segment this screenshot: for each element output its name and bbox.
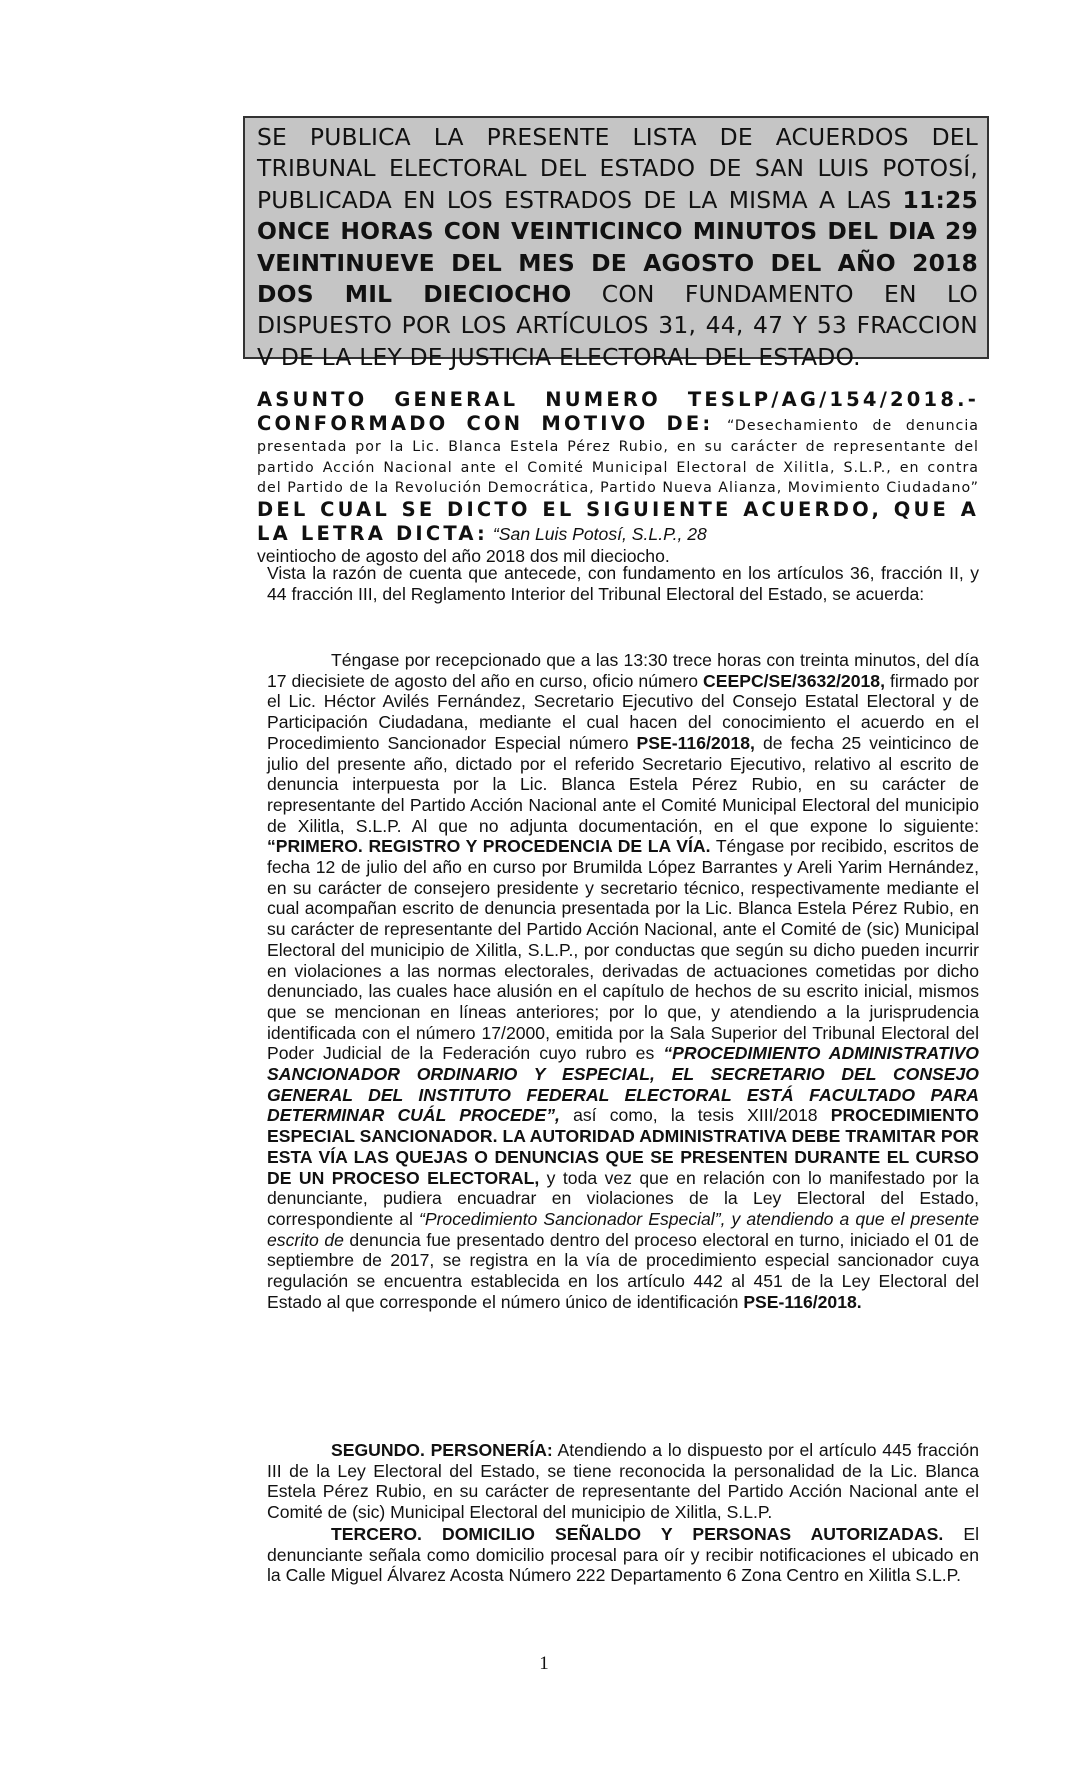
notice-text-end: CON FUNDAMENTO EN LO DISPUESTO POR LOS ARTÍCULOS 31, 44, 47 Y 53 FRACCION V DE LA LEY DE JUSTICIA ELECTORAL DEL ESTADO.	[257, 280, 978, 371]
case-number-heading: ASUNTO GENERAL NUMERO TESLP/AG/154/2018.- CONFORMADO CON MOTIVO DE:	[257, 388, 979, 435]
p1-office-number: CEEPC/SE/3632/2018,	[703, 670, 885, 691]
case-header	[257, 388, 979, 566]
p1-text-g: Téngase por recibido, escritos de fecha 12 de julio del año en curso por Brumilda López Barrantes y Areli Yarim Hernández, en su carácter de consejero presidente y secretario técnico, respectivamente mediante el cual acompañan escrito de denuncia presentada por la Lic. Blanca Estela Pérez Rubio, en su carácter de representante del Partido Acción Nacional, ante el Comité de (sic) Municipal Electoral del municipio de Xilitla, S.L.P., por conductas que según su dicho pueden incurrir en violaciones a las normas electorales, derivadas de actuaciones cometidas por dicho denunciado, las cuales hace alusión en el capítulo de hechos de su escrito inicial, mismos que se mencionan en líneas anteriores; por lo que, y atendiendo a la jurisprudencia identificada con el número 17/2000, emitida por la Sala Superior del Tribunal Electoral del Poder Judicial de la Federación cuyo rubro es	[267, 836, 979, 1064]
p1-heading-primero: “PRIMERO. REGISTRO Y PROCEDENCIA DE LA VÍA.	[267, 836, 711, 857]
notice-date-bold: 11:25 ONCE HORAS CON VEINTICINCO MINUTOS DEL DIA 29 VEINTINUEVE DEL MES DE AGOSTO DEL AÑO 2018 DOS MIL DIECIOCHO	[257, 185, 978, 309]
p1-text-e: de fecha 25 veinticinco de julio del presente año, dictado por el referido Secretario Ejecutivo, relativo al escrito de denuncia interpuesta por la Lic. Blanca Estela Pérez Rubio, en su carácter de representante del Partido Acción Nacional ante el Comité Municipal Electoral del municipio de Xilitla, S.L.P. Al que no adjunta documentación, en el que expone lo siguiente:	[267, 732, 979, 836]
p1-text-i: así como, la tesis XIII/2018	[559, 1105, 831, 1126]
p1-text-k: y toda vez que en relación con lo manifestado por la denunciante, pudiera encuadrar en violaciones de la Ley Electoral del Estado, correspondiente al	[267, 1167, 979, 1229]
p1-text-m: denuncia fue presentado dentro del proceso electoral en turno, iniciado el 01 de septiembre de 2017, se registra en la vía de procedimiento especial sancionador cuya regulación se encuentra establecida en los artículo 442 al 451 de la Ley Electoral del Estado al que corresponde el número único de identificación	[267, 1229, 979, 1312]
third-paragraph	[267, 1524, 979, 1586]
notice-text: SE PUBLICA LA PRESENTE LISTA DE ACUERDOS DEL TRIBUNAL ELECTORAL DEL ESTADO DE SAN LUIS POTOSÍ, PUBLICADA EN LOS ESTRADOS DE LA MISMA A LAS	[257, 123, 978, 214]
case-subject: “Desechamiento de denuncia presentada por la Lic. Blanca Estela Pérez Rubio, en su carácter de representante del partido Acción Nacional ante el Comité Municipal Electoral de Xilitla, S.L.P., en contra del Partido de la Revolución Democrática, Partido Nueva Alianza, Movimiento Ciudadano”	[257, 418, 979, 497]
agreement-date: veintiocho de agosto del año 2018 dos mil dieciocho.	[257, 545, 670, 566]
p3-text: El denunciante señala como domicilio procesal para oír y recibir notificaciones el ubicado en la Calle Miguel Álvarez Acosta Número 222 Departamento 6 Zona Centro en Xilitla S.L.P.	[267, 1524, 979, 1586]
p2-heading: SEGUNDO. PERSONERÍA:	[331, 1440, 553, 1460]
p1-text-c: firmado por el Lic. Héctor Avilés Fernández, Secretario Ejecutivo del Consejo Estatal Electoral y de Participación Ciudadana, mediante el cual hacen del conocimiento el acuerdo en el Procedimiento Sancionador Especial número	[267, 670, 980, 753]
page-number: 1	[539, 1653, 549, 1674]
p1-procedure-number: PSE-116/2018,	[636, 732, 755, 753]
agreement-heading: DEL CUAL SE DICTO EL SIGUIENTE ACUERDO, QUE A LA LETRA DICTA:	[257, 497, 979, 545]
p1-thesis-title: PROCEDIMIENTO ESPECIAL SANCIONADOR. LA AUTORIDAD ADMINISTRATIVA DEBE TRAMITAR POR ESTA VÍA LAS QUEJAS O DENUNCIAS QUE SE PRESENTEN DURANTE EL CURSO DE UN PROCESO ELECTORAL,	[267, 1105, 979, 1188]
first-paragraph	[267, 650, 979, 1313]
intro-text: Vista la razón de cuenta que antecede, con fundamento en los artículos 36, fracción II, y 44 fracción III, del Reglamento Interior del Tribunal Electoral del Estado, se acuerda:	[267, 563, 979, 604]
p1-jurisprudence-title: “PROCEDIMIENTO ADMINISTRATIVO SANCIONADOR ORDINARIO Y ESPECIAL, EL SECRETARIO DEL CONSEJO GENERAL DEL INSTITUTO FEDERAL ELECTORAL ESTÁ FACULTADO PARA DETERMINAR CUÁL PROCEDE”,	[267, 1043, 979, 1126]
p1-id-number: PSE-116/2018.	[743, 1291, 862, 1312]
p1-text-a: Téngase por recepcionado que a las 13:30 trece horas con treinta minutos, del día 17 diecisiete de agosto del año en curso, oficio número	[267, 650, 979, 691]
p3-heading: TERCERO. DOMICILIO SEÑALDO Y PERSONAS AUTORIZADAS.	[331, 1524, 944, 1544]
intro-paragraph	[267, 563, 979, 604]
publication-notice-box	[243, 116, 989, 371]
p2-text: Atendiendo a lo dispuesto por el artículo 445 fracción III de la Ley Electoral del Estado, se tiene reconocida la personalidad de la Lic. Blanca Estela Pérez Rubio, en su carácter de representante del Partido Acción Nacional ante el Comité de (sic) Municipal Electoral del municipio de Xilitla, S.L.P.	[267, 1440, 979, 1523]
p1-procedure-name: “Procedimiento Sancionador Especial”, y atendiendo a que el presente escrito de	[267, 1208, 979, 1250]
second-paragraph	[267, 1440, 979, 1523]
agreement-place: “San Luis Potosí, S.L.P., 28	[488, 523, 707, 544]
